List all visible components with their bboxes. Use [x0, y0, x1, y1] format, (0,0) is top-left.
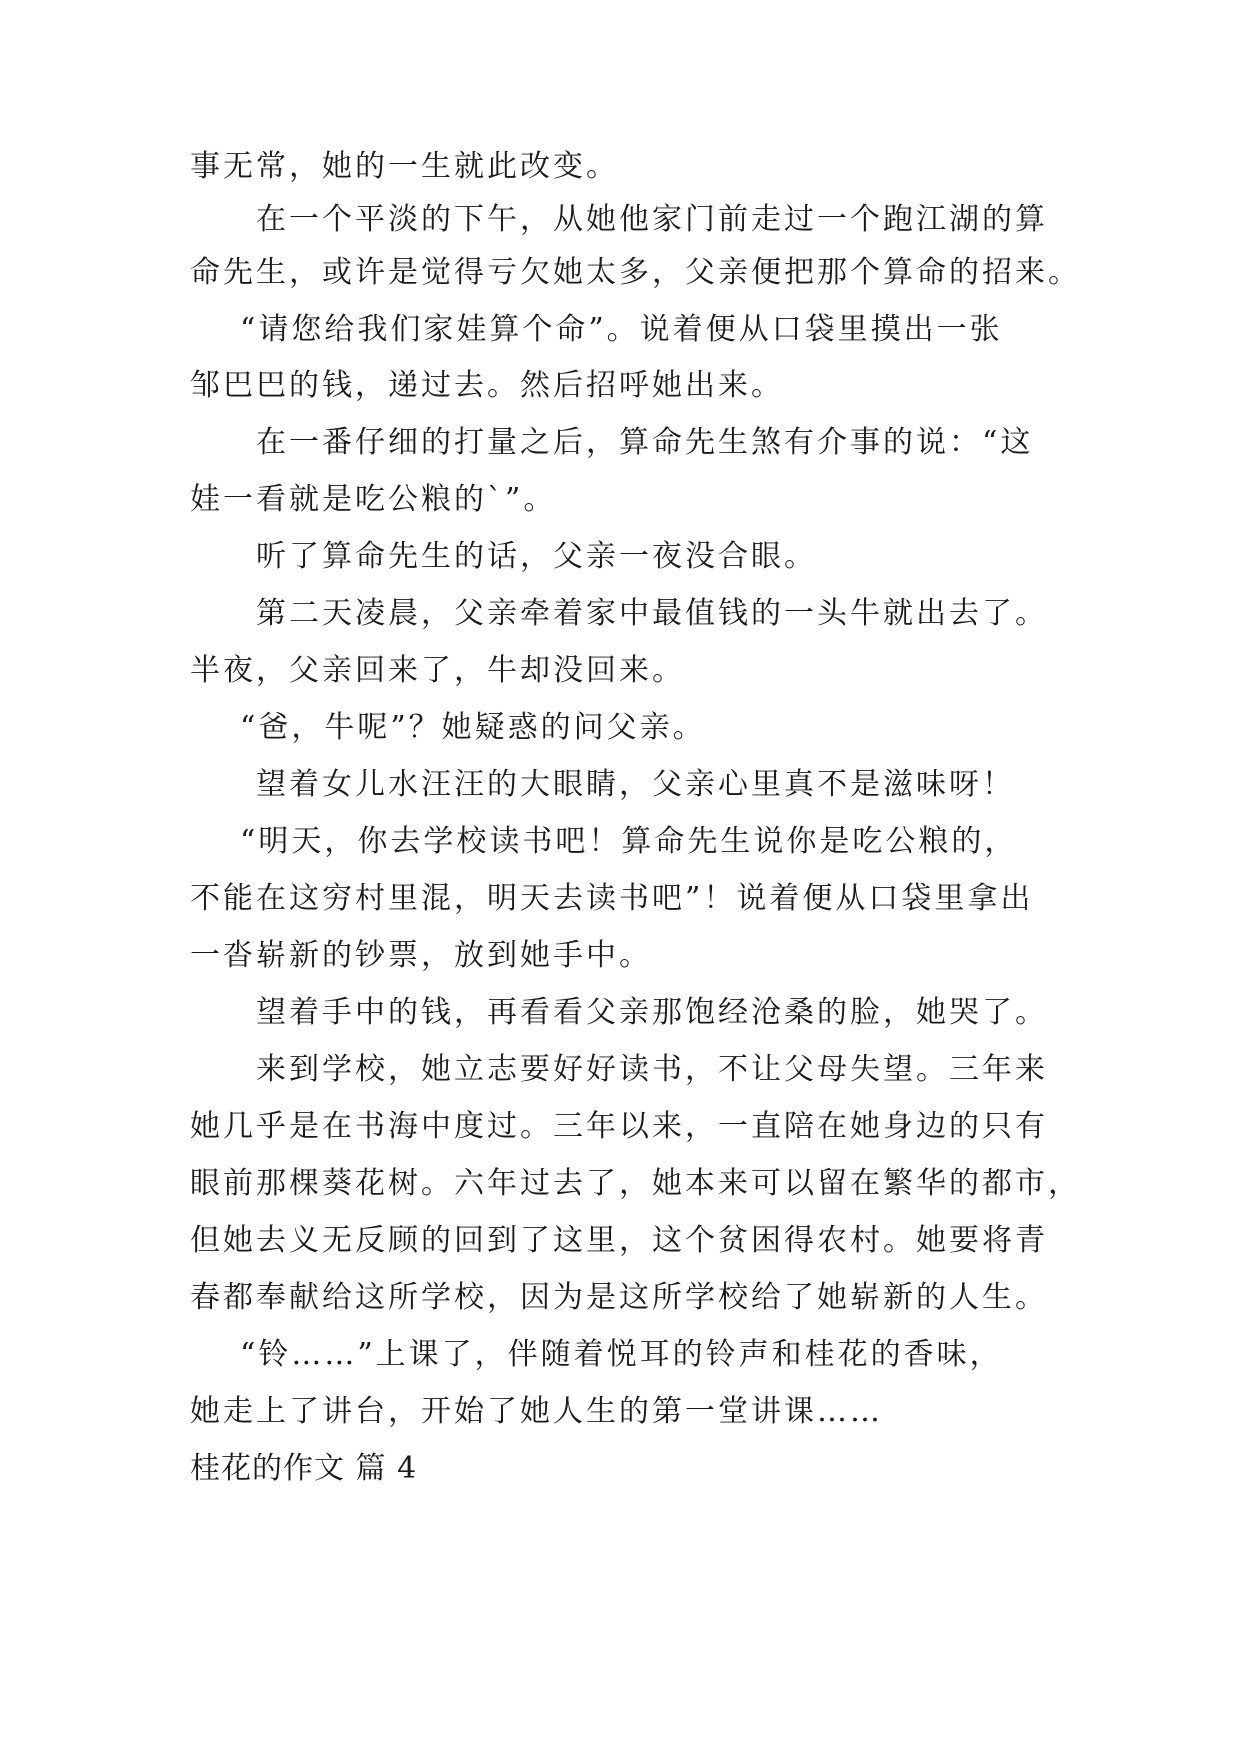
text-line: 但她去义无反顾的回到了这里，这个贫困得农村。她要将青	[190, 1223, 1048, 1258]
text-line: 第二天凌晨，父亲牵着家中最值钱的一头牛就出去了。	[256, 596, 1048, 631]
section-heading: 桂花的作文 篇 4	[190, 1451, 418, 1486]
text-line: “爸，牛呢”？她疑惑的问父亲。	[240, 710, 706, 745]
text-line: 不能在这穷村里混，明天去读书吧”！说着便从口袋里拿出	[190, 881, 1034, 916]
text-line: 在一番仔细的打量之后，算命先生煞有介事的说：“这	[256, 425, 1034, 460]
text-line: 她几乎是在书海中度过。三年以来，一直陪在她身边的只有	[190, 1109, 1048, 1144]
text-line: 一沓崭新的钞票，放到她手中。	[190, 938, 652, 973]
text-line: 邹巴巴的钱，递过去。然后招呼她出来。	[190, 368, 784, 403]
text-line: “明天，你去学校读书吧！算命先生说你是吃公粮的，	[240, 824, 1018, 859]
text-line: “铃……”上课了，伴随着悦耳的铃声和桂花的香味，	[240, 1337, 1003, 1372]
text-line: 在一个平淡的下午，从她他家门前走过一个跑江湖的算	[256, 202, 1048, 237]
text-line: 眼前那棵葵花树。六年过去了，她本来可以留在繁华的都市，	[190, 1166, 1081, 1201]
text-line: 望着手中的钱，再看看父亲那饱经沧桑的脸，她哭了。	[256, 995, 1048, 1030]
text-line: 春都奉献给这所学校，因为是这所学校给了她崭新的人生。	[190, 1280, 1048, 1315]
text-line: 娃一看就是吃公粮的`”。	[190, 482, 557, 517]
text-line: 她走上了讲台，开始了她人生的第一堂讲课……	[190, 1394, 883, 1429]
text-line: 望着女儿水汪汪的大眼睛，父亲心里真不是滋味呀！	[256, 767, 1015, 802]
text-line: 来到学校，她立志要好好读书，不让父母失望。三年来	[256, 1052, 1048, 1087]
text-line: 听了算命先生的话，父亲一夜没合眼。	[256, 539, 817, 574]
text-line: 半夜，父亲回来了，牛却没回来。	[190, 653, 685, 688]
text-line: 事无常，她的一生就此改变。	[190, 149, 619, 184]
text-line: “请您给我们家娃算个命”。说着便从口袋里摸出一张	[240, 312, 1003, 347]
text-line: 命先生，或许是觉得亏欠她太多，父亲便把那个算命的招来。	[190, 255, 1081, 290]
